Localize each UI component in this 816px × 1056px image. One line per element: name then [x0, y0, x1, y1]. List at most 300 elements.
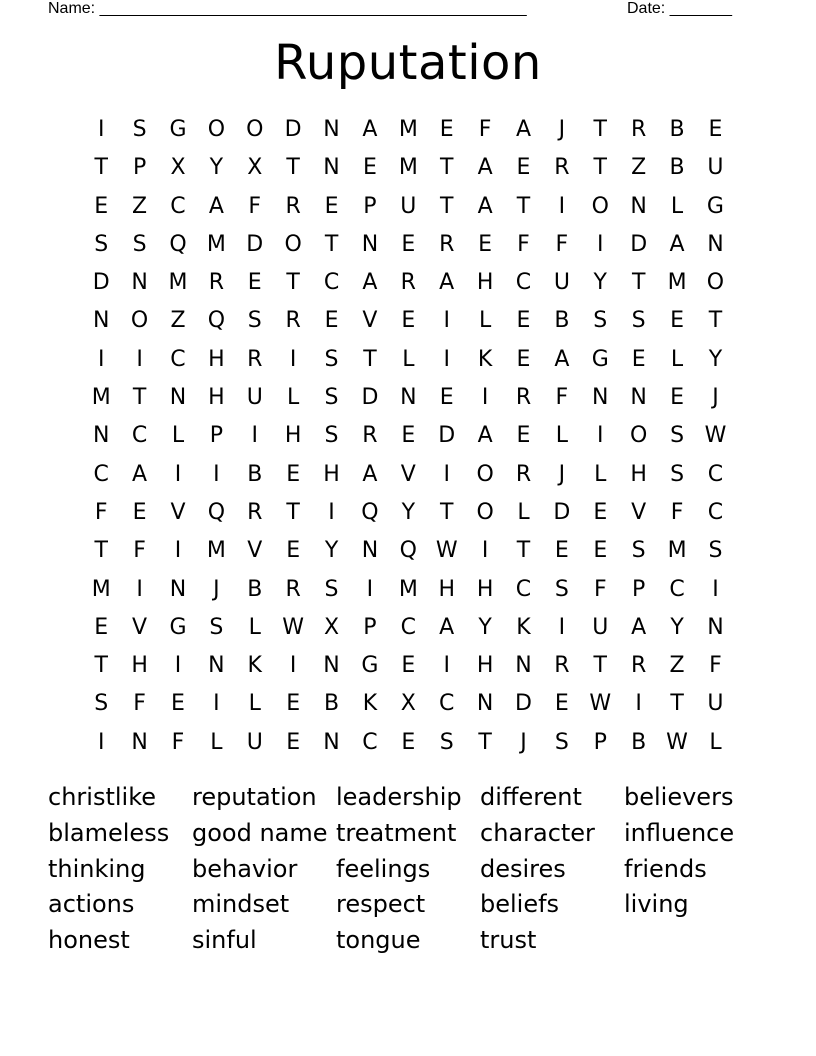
- grid-letter: T: [286, 270, 300, 296]
- grid-letter: F: [478, 117, 492, 142]
- word-list-item: good name: [192, 818, 328, 847]
- grid-letter: R: [515, 385, 532, 411]
- grid-letter: P: [363, 614, 377, 640]
- grid-letter: H: [208, 346, 225, 372]
- grid-letter: I: [97, 117, 105, 142]
- grid-letter: D: [92, 270, 110, 296]
- grid-letter: I: [481, 538, 489, 564]
- word-list-item: respect: [336, 890, 426, 919]
- grid-letter: A: [208, 193, 224, 219]
- grid-letter: T: [516, 538, 531, 564]
- grid-letter: S: [631, 538, 646, 564]
- grid-letter: B: [247, 576, 263, 602]
- grid-letter: N: [323, 155, 340, 181]
- grid-letter: S: [209, 614, 224, 640]
- grid-letter: F: [94, 499, 108, 525]
- word-list-item: friends: [624, 854, 707, 883]
- word-list-item: feelings: [336, 854, 431, 883]
- grid-letter: T: [439, 155, 454, 181]
- grid-letter: O: [284, 231, 302, 257]
- grid-letter: O: [476, 499, 494, 525]
- word-list-item: honest: [48, 926, 130, 955]
- grid-letter: D: [246, 231, 264, 257]
- grid-letter: E: [670, 308, 684, 334]
- grid-letter: S: [439, 729, 454, 755]
- grid-letter: F: [555, 231, 569, 257]
- grid-letter: E: [362, 155, 377, 181]
- grid-letter: R: [285, 193, 301, 219]
- grid-letter: L: [517, 499, 530, 525]
- grid-letter: Z: [631, 155, 647, 181]
- grid-letter: T: [631, 270, 646, 296]
- grid-letter: L: [171, 423, 185, 449]
- grid-letter: Z: [669, 653, 685, 679]
- grid-letter: I: [174, 461, 182, 487]
- grid-letter: R: [247, 499, 263, 525]
- grid-letter: I: [136, 576, 143, 602]
- name-field: Name: ________________________________________________: [48, 0, 527, 17]
- grid-letter: F: [133, 691, 146, 717]
- grid-letter: E: [554, 538, 569, 564]
- grid-letter: C: [515, 270, 532, 296]
- grid-letter: C: [170, 346, 186, 372]
- grid-letter: A: [669, 231, 685, 257]
- grid-letter: M: [91, 576, 111, 602]
- grid-letter: E: [401, 308, 416, 334]
- grid-letter: N: [630, 385, 647, 411]
- grid-letter: N: [361, 231, 379, 257]
- grid-letter: N: [400, 385, 417, 411]
- grid-letter: I: [443, 346, 450, 372]
- grid-letter: K: [477, 346, 493, 372]
- word-list-item: tongue: [336, 926, 421, 955]
- grid-letter: N: [323, 653, 340, 679]
- grid-letter: R: [208, 270, 225, 296]
- grid-letter: P: [593, 729, 607, 755]
- grid-letter: N: [92, 423, 110, 449]
- grid-letter: A: [477, 423, 493, 449]
- grid-letter: L: [594, 461, 607, 487]
- grid-letter: Y: [670, 614, 684, 640]
- grid-letter: I: [597, 423, 604, 449]
- grid-letter: O: [591, 193, 609, 219]
- grid-letter: W: [704, 423, 727, 449]
- grid-letter: T: [516, 193, 531, 219]
- grid-letter: E: [516, 308, 531, 334]
- grid-letter: S: [670, 461, 685, 487]
- grid-letter: C: [400, 614, 416, 640]
- grid-letter: K: [362, 691, 378, 717]
- grid-letter: Q: [361, 499, 379, 525]
- grid-letter: N: [323, 117, 340, 142]
- letter-grid: [82, 111, 735, 762]
- grid-letter: C: [323, 270, 340, 296]
- grid-letter: I: [443, 653, 450, 679]
- grid-letter: O: [706, 270, 725, 296]
- grid-letter: A: [477, 155, 493, 181]
- grid-letter: R: [285, 576, 301, 602]
- grid-letter: J: [213, 576, 220, 602]
- grid-letter: C: [707, 499, 724, 525]
- grid-letter: E: [401, 653, 416, 679]
- word-list: [48, 779, 768, 958]
- grid-letter: V: [132, 614, 148, 640]
- grid-letter: D: [438, 423, 456, 449]
- grid-letter: O: [207, 117, 226, 142]
- word-list-item: thinking: [48, 854, 146, 883]
- grid-letter: H: [438, 576, 455, 602]
- grid-letter: L: [248, 691, 261, 717]
- grid-letter: L: [555, 423, 569, 449]
- grid-letter: X: [247, 155, 263, 181]
- word-list-item: behavior: [192, 854, 298, 883]
- grid-letter: N: [131, 270, 148, 296]
- grid-letter: E: [516, 423, 531, 449]
- grid-letter: W: [282, 614, 305, 640]
- grid-letter: B: [669, 155, 685, 181]
- grid-letter: S: [324, 385, 339, 411]
- grid-letter: J: [520, 729, 527, 755]
- grid-letter: C: [439, 691, 455, 717]
- grid-letter: T: [94, 538, 108, 564]
- grid-letter: I: [251, 423, 258, 449]
- grid-letter: M: [398, 576, 418, 602]
- grid-letter: U: [400, 193, 417, 219]
- grid-letter: V: [400, 461, 416, 487]
- grid-letter: A: [132, 461, 148, 487]
- grid-letter: C: [362, 729, 378, 755]
- grid-letter: N: [707, 614, 724, 640]
- grid-letter: K: [516, 614, 531, 640]
- grid-letter: I: [481, 385, 489, 411]
- grid-letter: R: [285, 308, 301, 334]
- grid-letter: U: [707, 155, 724, 181]
- grid-letter: M: [398, 117, 418, 142]
- grid-letter: G: [706, 193, 724, 219]
- grid-letter: P: [632, 576, 646, 602]
- grid-letter: F: [593, 576, 607, 602]
- grid-letter: B: [554, 308, 570, 334]
- grid-letter: R: [400, 270, 416, 296]
- grid-letter: E: [593, 538, 608, 564]
- grid-letter: R: [439, 231, 455, 257]
- grid-letter: W: [589, 691, 612, 717]
- grid-letter: E: [670, 385, 684, 411]
- grid-letter: I: [289, 346, 297, 372]
- grid-letter: I: [597, 231, 604, 257]
- grid-letter: A: [554, 346, 570, 372]
- grid-letter: N: [515, 653, 532, 679]
- grid-letter: J: [712, 385, 719, 411]
- grid-letter: R: [515, 461, 532, 487]
- grid-letter: T: [439, 193, 454, 219]
- grid-letter: S: [631, 308, 646, 334]
- grid-letter: A: [362, 117, 378, 142]
- word-list-item: character: [480, 818, 595, 847]
- grid-letter: C: [707, 461, 724, 487]
- grid-letter: C: [93, 461, 109, 487]
- grid-letter: N: [131, 729, 148, 755]
- grid-letter: U: [592, 614, 609, 640]
- grid-letter: F: [248, 193, 262, 219]
- grid-letter: E: [94, 614, 109, 640]
- grid-letter: G: [169, 117, 187, 142]
- grid-letter: D: [515, 691, 532, 717]
- grid-letter: R: [554, 653, 570, 679]
- word-list-item: actions: [48, 890, 135, 919]
- grid-letter: Y: [401, 499, 416, 525]
- grid-letter: E: [401, 423, 416, 449]
- word-list-item: sinful: [192, 926, 257, 955]
- grid-letter: T: [363, 346, 377, 372]
- grid-letter: N: [592, 385, 609, 411]
- grid-letter: L: [478, 308, 492, 334]
- grid-letter: E: [439, 385, 454, 411]
- grid-letter: Y: [708, 346, 723, 372]
- grid-letter: S: [324, 576, 339, 602]
- grid-letter: L: [670, 346, 684, 372]
- grid-letter: I: [174, 538, 182, 564]
- grid-letter: Y: [324, 538, 339, 564]
- grid-letter: J: [558, 461, 566, 487]
- grid-letter: T: [94, 653, 108, 679]
- word-list-item: blameless: [48, 818, 170, 847]
- grid-letter: E: [516, 155, 531, 181]
- grid-letter: T: [286, 155, 300, 181]
- grid-letter: A: [362, 270, 378, 296]
- grid-letter: F: [517, 231, 530, 257]
- grid-letter: A: [515, 117, 532, 142]
- grid-letter: E: [631, 346, 646, 372]
- grid-letter: L: [287, 385, 300, 411]
- grid-letter: I: [558, 193, 566, 219]
- grid-letter: O: [246, 117, 264, 142]
- word-list-item: treatment: [336, 818, 457, 847]
- grid-letter: E: [593, 499, 608, 525]
- grid-letter: X: [400, 691, 416, 717]
- grid-letter: I: [712, 576, 719, 602]
- grid-letter: L: [248, 614, 261, 640]
- grid-letter: N: [361, 538, 379, 564]
- grid-letter: N: [476, 691, 494, 717]
- grid-letter: E: [132, 499, 147, 525]
- grid-letter: H: [476, 270, 494, 296]
- grid-letter: P: [132, 155, 147, 181]
- grid-letter: S: [94, 231, 109, 257]
- grid-letter: Q: [169, 231, 187, 257]
- grid-letter: A: [477, 193, 493, 219]
- grid-letter: D: [284, 117, 302, 142]
- grid-letter: K: [247, 653, 262, 679]
- grid-letter: N: [208, 653, 225, 679]
- grid-letter: N: [169, 576, 187, 602]
- grid-letter: L: [709, 729, 722, 755]
- grid-letter: A: [631, 614, 647, 640]
- grid-letter: Z: [170, 308, 186, 334]
- grid-letter: I: [97, 346, 105, 372]
- grid-letter: U: [246, 385, 263, 411]
- grid-letter: V: [170, 499, 186, 525]
- grid-letter: R: [631, 117, 647, 142]
- grid-letter: I: [174, 653, 182, 679]
- grid-letter: W: [666, 729, 688, 755]
- word-list-item: beliefs: [480, 890, 560, 919]
- grid-letter: T: [593, 653, 607, 679]
- grid-letter: C: [669, 576, 685, 602]
- grid-letter: Q: [399, 538, 417, 564]
- grid-letter: I: [136, 346, 143, 372]
- grid-letter: G: [591, 346, 609, 372]
- grid-letter: F: [171, 729, 185, 755]
- grid-letter: S: [593, 308, 608, 334]
- word-list-item: influence: [624, 818, 735, 847]
- grid-letter: U: [553, 270, 570, 296]
- grid-letter: X: [324, 614, 340, 640]
- grid-letter: Q: [207, 499, 226, 525]
- grid-letter: E: [478, 231, 493, 257]
- grid-letter: L: [670, 193, 684, 219]
- grid-letter: C: [131, 423, 148, 449]
- grid-letter: Y: [593, 270, 607, 296]
- grid-letter: Y: [209, 155, 224, 181]
- grid-letter: H: [476, 576, 494, 602]
- grid-letter: I: [328, 499, 335, 525]
- grid-letter: S: [324, 423, 339, 449]
- word-list-item: different: [480, 783, 582, 811]
- grid-letter: R: [554, 155, 570, 181]
- grid-letter: A: [439, 270, 455, 296]
- grid-letter: A: [439, 614, 455, 640]
- grid-letter: E: [286, 538, 301, 564]
- grid-letter: I: [558, 614, 566, 640]
- grid-letter: N: [323, 729, 340, 755]
- grid-letter: E: [708, 117, 723, 142]
- grid-letter: V: [247, 538, 263, 564]
- grid-letter: D: [553, 499, 571, 525]
- grid-letter: R: [631, 653, 647, 679]
- grid-letter: I: [443, 308, 450, 334]
- word-list-item: reputation: [192, 783, 317, 811]
- grid-letter: V: [362, 308, 378, 334]
- grid-letter: B: [631, 729, 647, 755]
- grid-letter: E: [286, 461, 301, 487]
- grid-letter: B: [669, 117, 685, 142]
- grid-letter: F: [133, 538, 146, 564]
- grid-letter: F: [555, 385, 569, 411]
- grid-letter: N: [92, 308, 110, 334]
- grid-letter: L: [210, 729, 223, 755]
- grid-letter: E: [401, 729, 416, 755]
- grid-letter: S: [247, 308, 262, 334]
- grid-letter: T: [439, 499, 454, 525]
- grid-letter: T: [94, 155, 108, 181]
- word-list-item: desires: [480, 854, 566, 883]
- grid-letter: I: [213, 461, 220, 487]
- grid-letter: T: [708, 308, 723, 334]
- grid-letter: T: [593, 155, 607, 181]
- grid-letter: U: [707, 691, 724, 717]
- grid-letter: S: [708, 538, 723, 564]
- grid-letter: B: [323, 691, 340, 717]
- grid-letter: E: [94, 193, 109, 219]
- grid-letter: H: [208, 385, 225, 411]
- grid-letter: P: [209, 423, 223, 449]
- grid-letter: M: [667, 270, 687, 296]
- grid-letter: I: [289, 653, 297, 679]
- grid-letter: E: [324, 193, 339, 219]
- grid-letter: S: [94, 691, 109, 717]
- grid-letter: V: [631, 499, 647, 525]
- grid-letter: E: [171, 691, 185, 717]
- grid-letter: E: [286, 691, 301, 717]
- grid-letter: F: [709, 653, 722, 679]
- grid-letter: R: [247, 346, 263, 372]
- grid-letter: G: [169, 614, 187, 640]
- grid-letter: I: [635, 691, 642, 717]
- grid-letter: E: [554, 691, 569, 717]
- grid-letter: D: [630, 231, 648, 257]
- grid-letter: T: [324, 231, 339, 257]
- grid-letter: E: [324, 308, 339, 334]
- grid-letter: H: [284, 423, 302, 449]
- word-list-item: trust: [480, 926, 537, 955]
- grid-letter: G: [361, 653, 379, 679]
- grid-letter: E: [286, 729, 301, 755]
- grid-letter: H: [476, 653, 494, 679]
- grid-letter: N: [707, 231, 724, 257]
- grid-letter: D: [361, 385, 379, 411]
- worksheet-header: [48, 0, 748, 20]
- grid-letter: X: [170, 155, 186, 181]
- grid-letter: M: [206, 231, 226, 257]
- grid-letter: M: [168, 270, 188, 296]
- grid-letter: C: [170, 193, 186, 219]
- grid-letter: I: [97, 729, 105, 755]
- grid-letter: Q: [207, 308, 226, 334]
- grid-letter: F: [670, 499, 684, 525]
- grid-letter: S: [554, 576, 569, 602]
- word-list-item: christlike: [48, 783, 156, 811]
- grid-letter: M: [667, 538, 687, 564]
- grid-letter: U: [246, 729, 263, 755]
- grid-letter: M: [91, 385, 111, 411]
- grid-letter: I: [443, 461, 450, 487]
- grid-letter: E: [401, 231, 416, 257]
- grid-letter: N: [169, 385, 187, 411]
- grid-letter: E: [439, 117, 454, 142]
- grid-letter: M: [398, 155, 418, 181]
- grid-letter: W: [435, 538, 458, 564]
- grid-letter: R: [362, 423, 378, 449]
- grid-letter: S: [670, 423, 685, 449]
- word-list-item: leadership: [336, 783, 462, 811]
- word-list-item: mindset: [192, 890, 290, 919]
- grid-letter: T: [286, 499, 300, 525]
- grid-letter: T: [478, 729, 492, 755]
- word-list-item: living: [624, 890, 689, 919]
- grid-letter: T: [593, 117, 607, 142]
- grid-letter: B: [247, 461, 263, 487]
- date-field: Date: _______: [627, 0, 732, 17]
- page-title: Ruputation: [274, 35, 542, 91]
- grid-letter: S: [554, 729, 569, 755]
- grid-letter: H: [131, 653, 148, 679]
- grid-letter: S: [324, 346, 339, 372]
- grid-letter: Z: [132, 193, 148, 219]
- grid-letter: S: [132, 231, 147, 257]
- grid-letter: J: [558, 117, 566, 142]
- grid-letter: E: [516, 346, 531, 372]
